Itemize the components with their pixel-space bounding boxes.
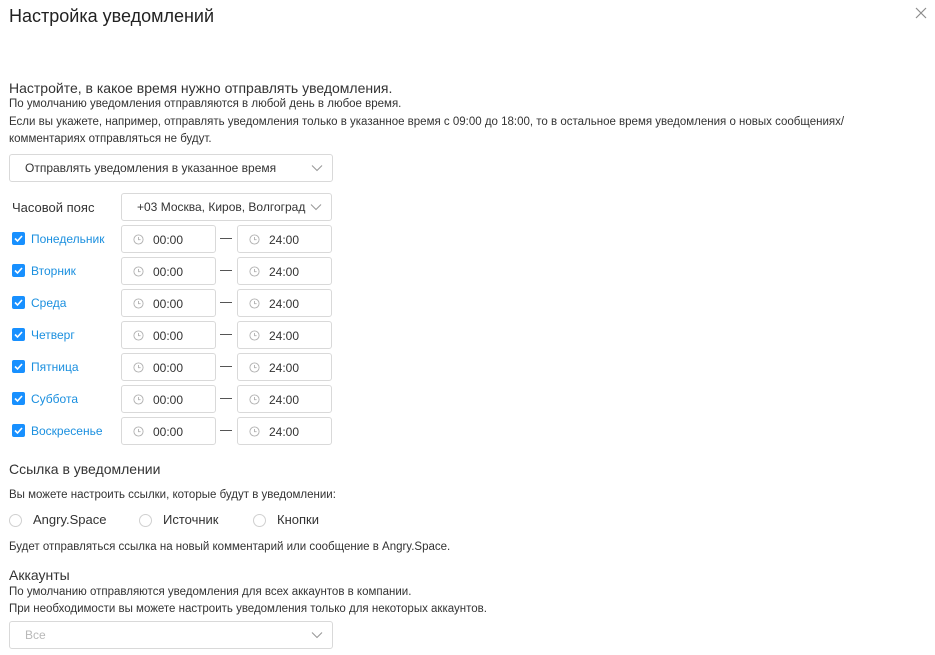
radio-circle [139, 514, 152, 527]
checkmark-icon [12, 360, 25, 373]
day-checkbox-saturday[interactable] [12, 392, 25, 405]
time-from-value: 00:00 [153, 233, 184, 247]
day-label-wednesday[interactable]: Среда [31, 296, 67, 310]
time-from-tuesday[interactable] [121, 257, 216, 285]
clock-icon [133, 426, 144, 437]
schedule-hint-default: По умолчанию уведомления отправляются в любой день в любое время. [9, 98, 402, 110]
checkmark-icon [12, 328, 25, 341]
day-checkbox-wednesday[interactable] [12, 296, 25, 309]
chevron-down-icon [311, 630, 323, 640]
time-to-value: 24:00 [269, 233, 300, 247]
timezone-value: +03 Москва, Киров, Волгоград [137, 200, 306, 214]
accounts-select[interactable] [9, 621, 333, 649]
time-from-value: 00:00 [153, 393, 184, 407]
link-hint: Вы можете настроить ссылки, которые будут в уведомлении: [9, 489, 336, 501]
clock-icon [133, 330, 144, 341]
clock-icon [249, 266, 260, 277]
clock-icon [133, 298, 144, 309]
range-separator [220, 302, 232, 303]
day-label-friday[interactable]: Пятница [31, 360, 79, 374]
radio-label: Кнопки [277, 512, 319, 527]
checkmark-icon [12, 392, 25, 405]
time-to-friday[interactable] [237, 353, 332, 381]
clock-icon [249, 426, 260, 437]
time-from-value: 00:00 [153, 297, 184, 311]
checkmark-icon [12, 264, 25, 277]
day-label-sunday[interactable]: Воскресенье [31, 424, 103, 438]
clock-icon [249, 234, 260, 245]
day-checkbox-sunday[interactable] [12, 424, 25, 437]
day-label-saturday[interactable]: Суббота [31, 392, 78, 406]
time-from-monday[interactable] [121, 225, 216, 253]
day-checkbox-friday[interactable] [12, 360, 25, 373]
clock-icon [133, 394, 144, 405]
day-label-tuesday[interactable]: Вторник [31, 264, 76, 278]
timezone-select[interactable] [121, 193, 332, 221]
range-separator [220, 334, 232, 335]
time-from-thursday[interactable] [121, 321, 216, 349]
time-to-tuesday[interactable] [237, 257, 332, 285]
time-to-value: 24:00 [269, 361, 300, 375]
clock-icon [249, 394, 260, 405]
time-to-value: 24:00 [269, 297, 300, 311]
day-checkbox-tuesday[interactable] [12, 264, 25, 277]
time-to-value: 24:00 [269, 329, 300, 343]
time-from-friday[interactable] [121, 353, 216, 381]
day-checkbox-thursday[interactable] [12, 328, 25, 341]
time-from-sunday[interactable] [121, 417, 216, 445]
range-separator [220, 238, 232, 239]
radio-label: Источник [163, 512, 219, 527]
radio-circle [253, 514, 266, 527]
chevron-down-icon [307, 202, 325, 212]
schedule-hint-example-cont: комментариях отправляться не будут. [9, 133, 212, 145]
range-separator [220, 398, 232, 399]
time-from-value: 00:00 [153, 329, 184, 343]
accounts-heading: Аккаунты [9, 567, 70, 583]
time-from-saturday[interactable] [121, 385, 216, 413]
link-note: Будет отправляться ссылка на новый комментарий или сообщение в Angry.Space. [9, 541, 451, 553]
range-separator [220, 270, 232, 271]
schedule-hint-example: Если вы укажете, например, отправлять уведомления только в указанное время с 09:00 до 18:00, то в остальное время уведомления о новых сообщениях/ [9, 116, 845, 128]
clock-icon [249, 298, 260, 309]
schedule-mode-value: Отправлять уведомления в указанное время [25, 161, 277, 175]
time-to-value: 24:00 [269, 393, 300, 407]
checkmark-icon [12, 296, 25, 309]
time-from-wednesday[interactable] [121, 289, 216, 317]
time-to-monday[interactable] [237, 225, 332, 253]
schedule-mode-select[interactable] [9, 154, 333, 182]
range-separator [220, 430, 232, 431]
chevron-down-icon [311, 163, 323, 173]
clock-icon [133, 234, 144, 245]
accounts-hint-custom: При необходимости вы можете настроить уведомления только для некоторых аккаунтов. [9, 603, 487, 615]
time-to-saturday[interactable] [237, 385, 332, 413]
time-to-sunday[interactable] [237, 417, 332, 445]
accounts-select-value: Все [25, 628, 46, 642]
day-checkbox-monday[interactable] [12, 232, 25, 245]
time-to-value: 24:00 [269, 425, 300, 439]
clock-icon [133, 362, 144, 373]
time-from-value: 00:00 [153, 265, 184, 279]
time-to-value: 24:00 [269, 265, 300, 279]
time-from-value: 00:00 [153, 361, 184, 375]
day-label-thursday[interactable]: Четверг [31, 328, 75, 342]
schedule-heading: Настройте, в какое время нужно отправлять уведомления. [9, 80, 393, 96]
checkmark-icon [12, 232, 25, 245]
accounts-hint-default: По умолчанию отправляются уведомления для всех аккаунтов в компании. [9, 586, 412, 598]
close-button[interactable] [913, 5, 929, 21]
radio-circle [9, 514, 22, 527]
time-to-wednesday[interactable] [237, 289, 332, 317]
range-separator [220, 366, 232, 367]
time-to-thursday[interactable] [237, 321, 332, 349]
link-heading: Ссылка в уведомлении [9, 461, 161, 477]
checkmark-icon [12, 424, 25, 437]
modal-title: Настройка уведомлений [9, 6, 215, 26]
radio-label: Angry.Space [33, 512, 107, 527]
time-from-value: 00:00 [153, 425, 184, 439]
day-label-monday[interactable]: Понедельник [31, 232, 105, 246]
clock-icon [133, 266, 144, 277]
timezone-label: Часовой пояс [12, 200, 95, 215]
close-icon [913, 5, 929, 21]
clock-icon [249, 362, 260, 373]
clock-icon [249, 330, 260, 341]
